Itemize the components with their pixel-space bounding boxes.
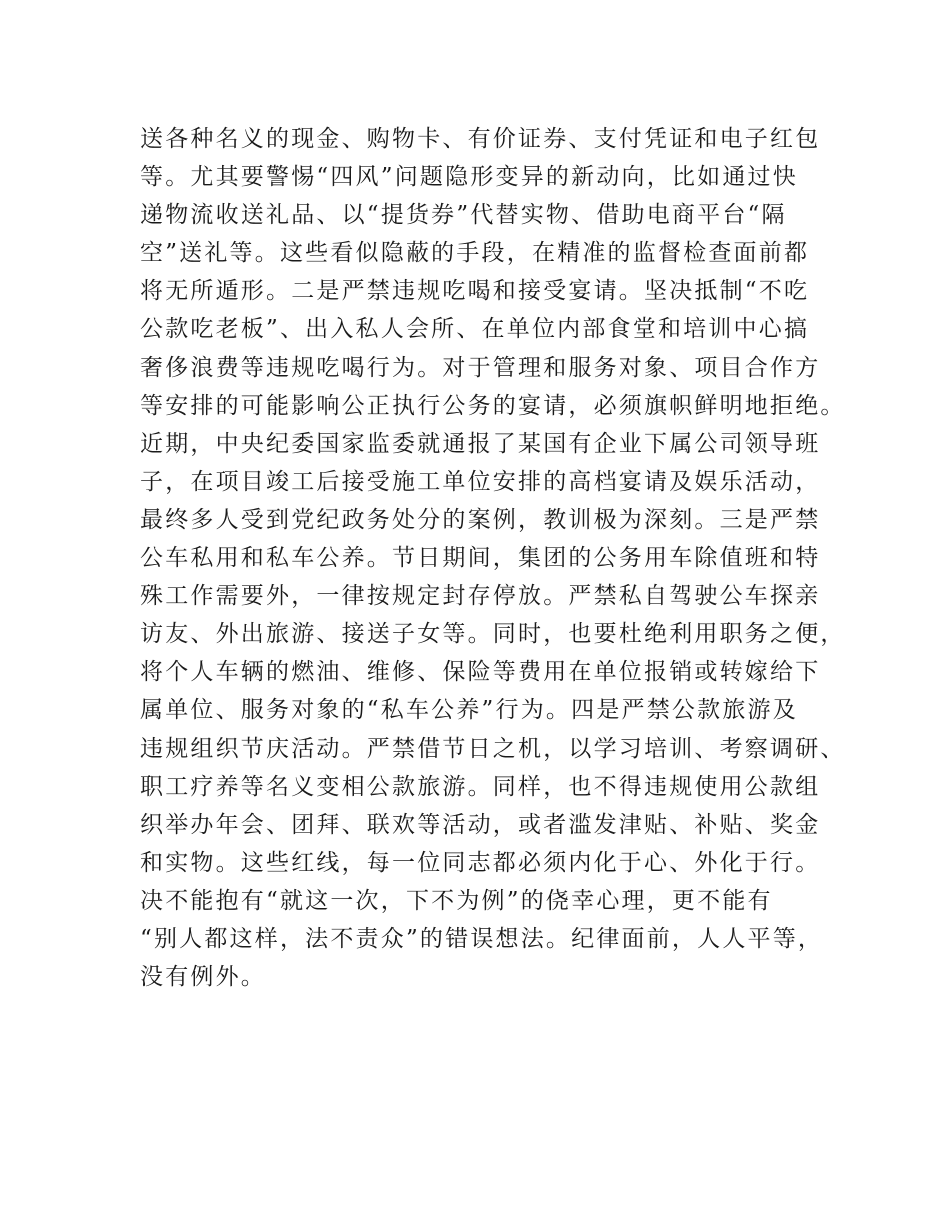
body-text [140,120,846,996]
text-line: 属单位、服务对象的“私车公养”行为。四是严禁公款旅游及 [140,697,798,724]
text-line: 决不能抱有“就这一次，下不为例”的侥幸心理，更不能有 [140,887,773,914]
text-line: 没有例外。 [140,964,266,991]
text-line: 和实物。这些红线，每一位同志都必须内化于心、外化于行。 [140,849,821,876]
text-line: 违规组织节庆活动。严禁借节日之机，以学习培训、考察调研、 [140,735,846,762]
text-line: “别人都这样，法不责众”的错误想法。纪律面前，人人平等， [140,925,824,952]
text-line: 将个人车辆的燃油、维修、保险等费用在单位报销或转嫁给下 [140,659,821,686]
text-line: 等安排的可能影响公正执行公务的宴请，必须旗帜鲜明地拒绝。 [140,392,846,419]
text-line: 空”送礼等。这些看似隐蔽的手段，在精准的监督检查面前都 [140,240,810,267]
text-line: 送各种名义的现金、购物卡、有价证券、支付凭证和电子红包 [140,126,821,152]
text-line: 递物流收送礼品、以“提货券”代替实物、借助电商平台“隔 [140,202,787,229]
text-line: 等。尤其要警惕“四风”问题隐形变异的新动向，比如通过快 [140,164,798,191]
text-line: 殊工作需要外，一律按规定封存停放。严禁私自驾驶公车探亲 [140,583,821,610]
text-line: 公车私用和私车公养。节日期间，集团的公务用车除值班和特 [140,545,821,572]
text-line: 将无所遁形。二是严禁违规吃喝和接受宴请。坚决抵制“不吃 [140,278,810,305]
text-line: 子，在项目竣工后接受施工单位安排的高档宴请及娱乐活动， [140,468,821,495]
text-line: 奢侈浪费等违规吃喝行为。对于管理和服务对象、项目合作方 [140,354,821,381]
text-line: 职工疗养等名义变相公款旅游。同样，也不得违规使用公款组 [140,773,821,800]
text-line: 近期，中央纪委国家监委就通报了某国有企业下属公司领导班 [140,430,821,457]
text-line: 公款吃老板”、出入私人会所、在单位内部食堂和培训中心搞 [140,316,810,343]
text-line: 最终多人受到党纪政务处分的案例，教训极为深刻。三是严禁 [140,506,821,533]
text-line: 访友、外出旅游、接送子女等。同时，也要杜绝利用职务之便， [140,621,846,648]
text-line: 织举办年会、团拜、联欢等活动，或者滥发津贴、补贴、奖金 [140,811,821,838]
